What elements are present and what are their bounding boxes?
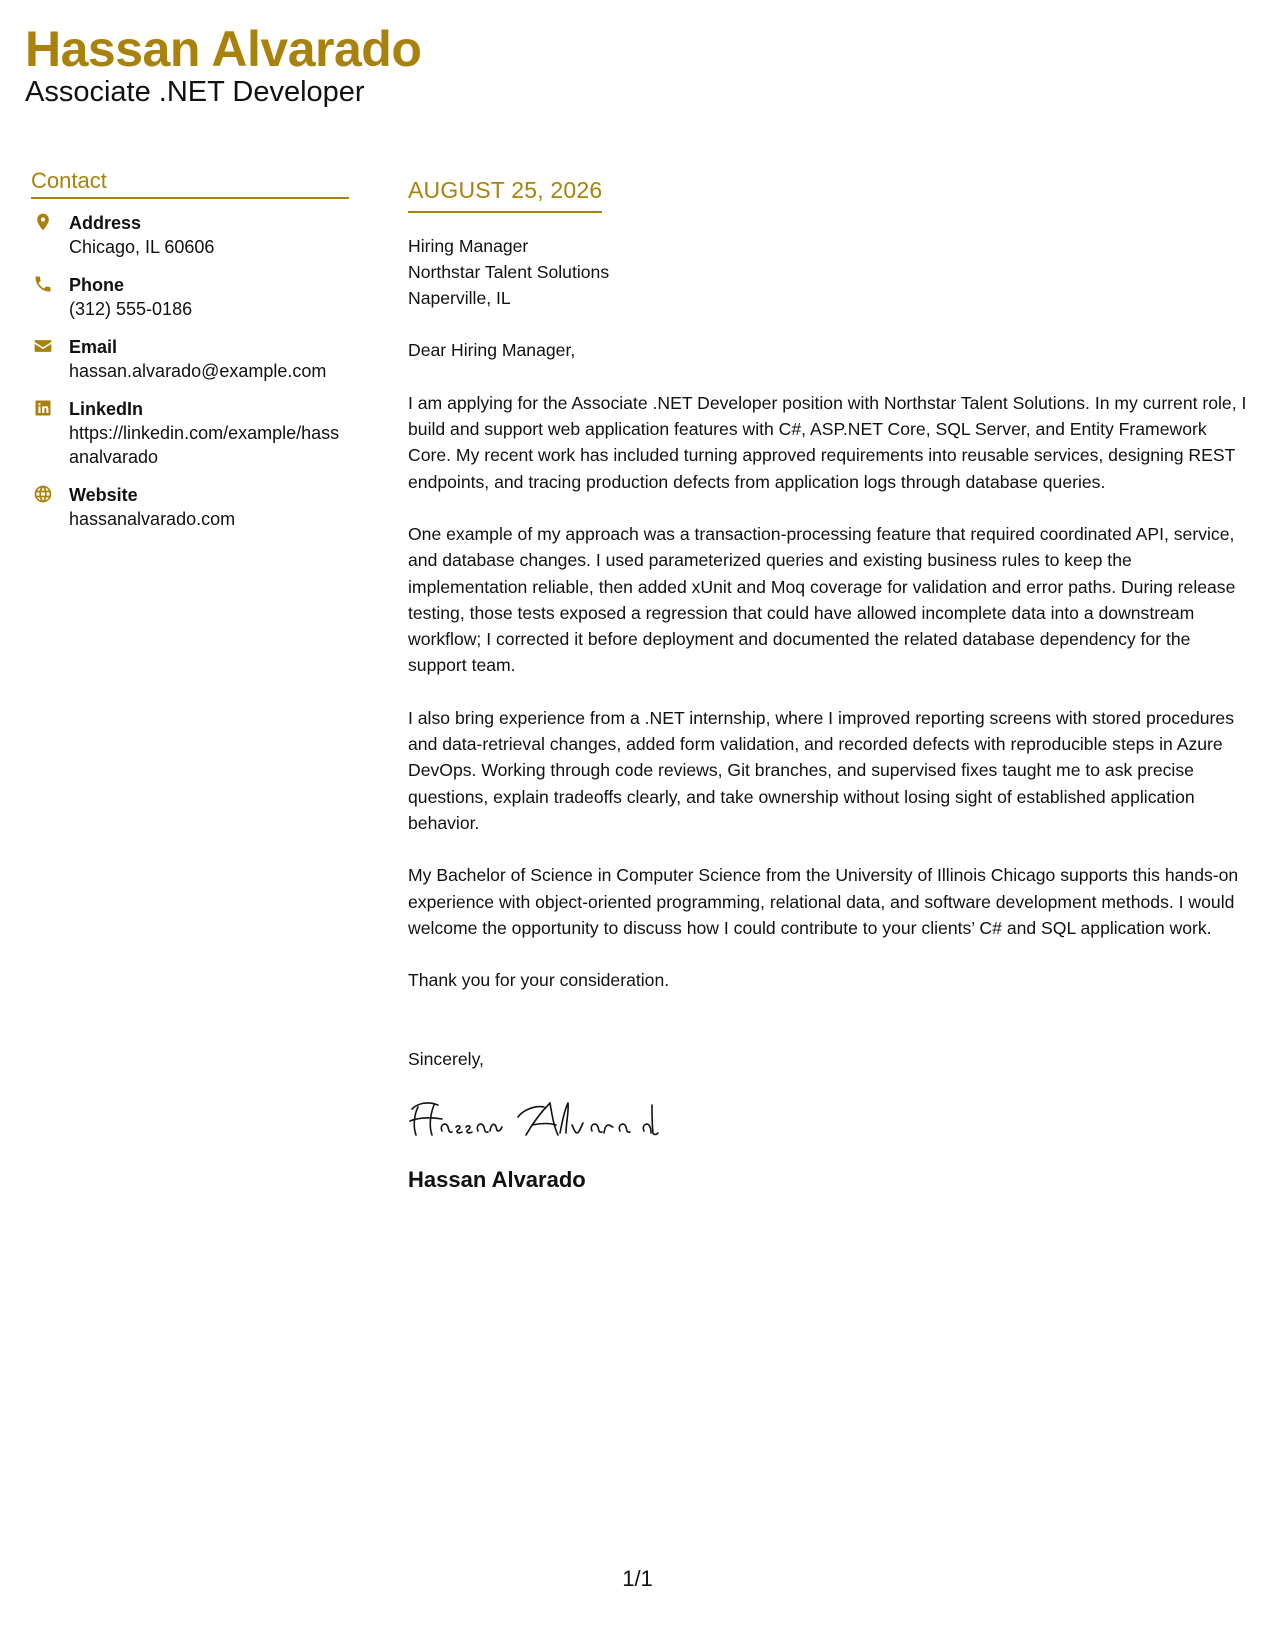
recipient-line: Hiring Manager: [408, 235, 529, 256]
contact-value: Chicago, IL 60606: [69, 237, 215, 257]
contact-value: hassan.alvarado@example.com: [69, 361, 327, 381]
contact-value: hassanalvarado.com: [69, 509, 236, 529]
job-title: Associate .NET Developer: [25, 76, 365, 108]
phone-icon: [31, 274, 55, 298]
recipient-line: Naperville, IL: [408, 288, 511, 309]
contact-email: [31, 335, 349, 383]
letter-paragraph: My Bachelor of Science in Computer Science from the University of Illinois Chicago supports this hands-on experience with object-oriented programming, relational data, and software development methods. I would welcome the opportunity to discuss how I could contribute to your clients’ C# and SQL application work.: [408, 865, 1239, 938]
salutation: Dear Hiring Manager,: [408, 340, 576, 361]
contact-address: [31, 211, 349, 259]
contact-value: https://linkedin.com/example/hassanalvarado: [69, 423, 340, 467]
page-number: 1/1: [622, 1566, 653, 1591]
letter-paragraph: One example of my approach was a transaction-processing feature that required coordinated API, service, and database changes. I used parameterized queries and existing business rules to keep the implementation reliable, then added xUnit and Moq coverage for validation and error paths. During release testing, those tests exposed a regression that could have allowed incomplete data into a downstream workflow; I corrected it before deployment and documented the related database dependency for the support team.: [408, 523, 1236, 676]
contact-phone: [31, 273, 349, 321]
envelope-icon: [31, 336, 55, 360]
letter-paragraph: I am applying for the Associate .NET Developer position with Northstar Talent Solutions. In my current role, I build and support web application features with C#, ASP.NET Core, SQL Server, and Entity Framework Core. My recent work has included turning approved requirements into reusable services, designing REST endpoints, and tracing production defects from application logs through database queries.: [408, 392, 1247, 492]
signer-name: Hassan Alvarado: [408, 1166, 586, 1192]
recipient-line: Northstar Talent Solutions: [408, 261, 610, 282]
signoff: Sincerely,: [408, 1049, 484, 1070]
contact-linkedin: [31, 397, 349, 469]
contact-label: Address: [69, 213, 142, 233]
recipient-block: [408, 233, 1250, 312]
candidate-name: Hassan Alvarado: [25, 21, 422, 77]
contact-label: LinkedIn: [69, 399, 144, 419]
contact-value: (312) 555-0186: [69, 299, 193, 319]
handwritten-signature: [408, 1095, 1250, 1145]
linkedin-icon: [31, 398, 55, 422]
globe-icon: [31, 484, 55, 508]
letter-body: [408, 177, 1250, 1193]
contact-website: [31, 483, 349, 531]
contact-label: Phone: [69, 275, 125, 295]
header: [25, 22, 421, 109]
letter-paragraph: I also bring experience from a .NET internship, where I improved reporting screens with stored procedures and data-retrieval changes, added form validation, and recorded defects with reproducible steps in Azure DevOps. Working through code reviews, Git branches, and supervised fixes taught me to ask precise questions, explain tradeoffs clearly, and take ownership without losing sight of established application behavior.: [408, 707, 1234, 833]
contact-label: Website: [69, 485, 138, 505]
letter-date: AUGUST 25, 2026: [408, 177, 602, 213]
contact-label: Email: [69, 337, 118, 357]
closing-line: Thank you for your consideration.: [408, 970, 670, 991]
contact-heading: Contact: [31, 168, 349, 199]
contact-sidebar: [31, 168, 349, 545]
map-pin-icon: [31, 212, 55, 236]
